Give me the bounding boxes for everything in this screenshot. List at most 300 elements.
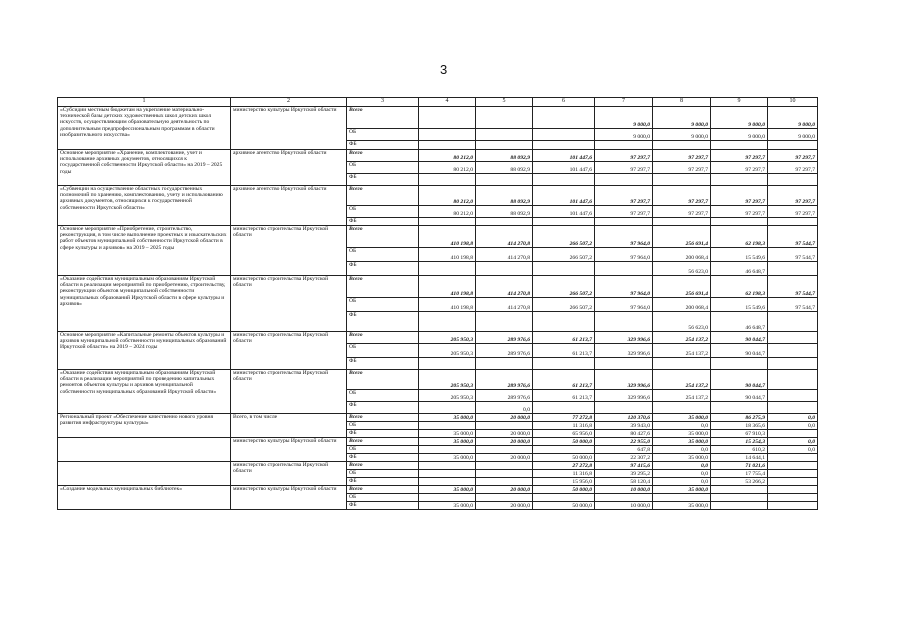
amount-cell: 90 044,7	[711, 390, 768, 402]
amount-cell: 256 691,4	[653, 226, 711, 248]
amount-cell	[595, 174, 653, 186]
header-cell: 6	[533, 98, 595, 107]
amount-cell	[595, 494, 653, 502]
amount-cell: 647,8	[595, 446, 653, 454]
amount-cell: 205 950,3	[419, 332, 476, 344]
activity-name: Основное мероприятие «Хранение, комплектование, учет и использование архивных документов, относящихся к государственной собственности Иркутской области» на 2019 – 2025 годы	[58, 150, 231, 186]
amount-cell: 205 950,3	[419, 370, 476, 390]
amount-cell	[533, 358, 595, 370]
amount-cell: 80 212,0	[419, 186, 476, 206]
amount-cell: 80 212,0	[419, 150, 476, 162]
table-row	[58, 414, 818, 422]
funding-source: ФБ	[347, 454, 419, 462]
amount-cell: 35 000,0	[419, 486, 476, 494]
table-row	[58, 107, 818, 129]
amount-cell: 254 137,2	[653, 344, 711, 358]
amount-cell: 97 297,7	[653, 150, 711, 162]
amount-cell	[768, 344, 818, 358]
table-row	[58, 462, 818, 470]
header-cell: 3	[347, 98, 419, 107]
amount-cell	[711, 218, 768, 226]
executor-name: министерство строительства Иркутской области	[231, 332, 347, 370]
amount-cell: 20 000,0	[476, 414, 533, 422]
amount-cell: 0,0	[653, 422, 711, 430]
table-row	[58, 370, 818, 390]
amount-cell: 11 316,8	[533, 422, 595, 430]
amount-cell: 329 996,6	[595, 332, 653, 344]
amount-cell: 77 272,8	[533, 414, 595, 422]
amount-cell: 0,0	[768, 422, 818, 430]
funding-source: Всего	[347, 462, 419, 470]
activity-name	[58, 438, 231, 462]
header-cell: 10	[768, 98, 818, 107]
amount-cell: 0,0	[768, 438, 818, 446]
amount-cell	[476, 422, 533, 430]
funding-source: Всего	[347, 370, 419, 390]
amount-cell: 414 270,8	[476, 248, 533, 262]
amount-cell: 46 648,7	[711, 262, 768, 276]
funding-source: ОБ	[347, 446, 419, 454]
amount-cell	[653, 141, 711, 150]
page-number: 3	[440, 62, 448, 77]
amount-cell	[419, 470, 476, 478]
amount-cell	[533, 141, 595, 150]
amount-cell: 15 254,3	[711, 438, 768, 446]
amount-cell: 67 910,3	[711, 430, 768, 438]
amount-cell: 58 120,4	[595, 478, 653, 486]
amount-cell	[768, 174, 818, 186]
amount-cell	[476, 262, 533, 276]
amount-cell: 9 000,0	[595, 107, 653, 129]
amount-cell: 88 092,9	[476, 186, 533, 206]
amount-cell: 9 000,0	[653, 129, 711, 141]
activity-name: Региональный проект «Обеспечение качественно нового уровня развития инфраструктуры культуры»	[58, 414, 231, 438]
amount-cell	[476, 129, 533, 141]
amount-cell	[476, 446, 533, 454]
amount-cell: 97 964,0	[595, 298, 653, 312]
amount-cell: 17 755,4	[711, 470, 768, 478]
amount-cell	[419, 129, 476, 141]
amount-cell: 20 000,0	[476, 486, 533, 494]
amount-cell: 97 964,0	[595, 248, 653, 262]
funding-source: ОБ	[347, 494, 419, 502]
funding-source: ФБ	[347, 262, 419, 276]
amount-cell: 35 000,0	[653, 414, 711, 422]
amount-cell	[768, 370, 818, 390]
amount-cell: 90 044,7	[711, 332, 768, 344]
amount-cell	[419, 358, 476, 370]
amount-cell: 20 000,0	[476, 430, 533, 438]
amount-cell: 9 000,0	[595, 129, 653, 141]
executor-name: архивное агентство Иркутской области	[231, 150, 347, 186]
amount-cell: 410 198,8	[419, 248, 476, 262]
amount-cell	[768, 358, 818, 370]
amount-cell	[768, 262, 818, 276]
amount-cell: 50 000,0	[533, 438, 595, 446]
amount-cell	[533, 129, 595, 141]
amount-cell: 414 270,8	[476, 276, 533, 298]
amount-cell: 414 270,8	[476, 298, 533, 312]
amount-cell: 410 198,8	[419, 226, 476, 248]
amount-cell: 80 212,0	[419, 206, 476, 218]
amount-cell: 0,0	[653, 462, 711, 470]
funding-source: ФБ	[347, 402, 419, 414]
amount-cell: 10 000,0	[595, 502, 653, 510]
amount-cell: 329 996,6	[595, 390, 653, 402]
amount-cell: 256 691,4	[653, 276, 711, 298]
amount-cell	[476, 107, 533, 129]
amount-cell	[653, 174, 711, 186]
executor-name: архивное агентство Иркутской области	[231, 186, 347, 226]
amount-cell: 11 316,8	[533, 470, 595, 478]
header-cell: 7	[595, 98, 653, 107]
amount-cell: 53 266,2	[711, 478, 768, 486]
amount-cell: 35 000,0	[419, 414, 476, 422]
amount-cell: 62 198,3	[711, 276, 768, 298]
amount-cell: 101 447,6	[533, 150, 595, 162]
amount-cell	[419, 262, 476, 276]
header-cell: 5	[476, 98, 533, 107]
amount-cell: 20 000,0	[476, 502, 533, 510]
amount-cell: 14 644,1	[711, 454, 768, 462]
amount-cell: 254 137,2	[653, 332, 711, 344]
amount-cell: 97 297,7	[768, 150, 818, 162]
amount-cell	[476, 470, 533, 478]
amount-cell: 80 427,6	[595, 430, 653, 438]
amount-cell	[419, 141, 476, 150]
amount-cell: 266 507,2	[533, 248, 595, 262]
amount-cell: 35 000,0	[653, 438, 711, 446]
amount-cell: 0,0	[653, 478, 711, 486]
amount-cell	[476, 462, 533, 470]
amount-cell	[419, 494, 476, 502]
amount-cell	[476, 494, 533, 502]
amount-cell: 97 297,7	[595, 162, 653, 174]
amount-cell: 22 307,2	[595, 454, 653, 462]
amount-cell	[533, 262, 595, 276]
amount-cell: 329 996,6	[595, 370, 653, 390]
amount-cell: 97 415,6	[595, 462, 653, 470]
amount-cell	[533, 402, 595, 414]
amount-cell	[768, 494, 818, 502]
amount-cell: 9 000,0	[653, 107, 711, 129]
amount-cell: 15 956,0	[533, 478, 595, 486]
amount-cell	[419, 446, 476, 454]
amount-cell	[711, 494, 768, 502]
amount-cell: 610,2	[711, 446, 768, 454]
amount-cell: 39 943,0	[595, 422, 653, 430]
amount-cell: 9 000,0	[768, 107, 818, 129]
amount-cell: 88 092,9	[476, 162, 533, 174]
amount-cell: 97 964,0	[595, 226, 653, 248]
amount-cell: 46 648,7	[711, 312, 768, 332]
amount-cell: 329 996,6	[595, 344, 653, 358]
amount-cell: 56 623,0	[653, 312, 711, 332]
funding-source: Всего	[347, 186, 419, 206]
amount-cell: 266 507,2	[533, 226, 595, 248]
funding-source: ФБ	[347, 478, 419, 486]
amount-cell	[768, 218, 818, 226]
executor-name: министерство строительства Иркутской области	[231, 226, 347, 276]
amount-cell: 0,0	[768, 414, 818, 422]
amount-cell	[476, 358, 533, 370]
amount-cell	[768, 141, 818, 150]
amount-cell: 97 297,7	[711, 206, 768, 218]
funding-source: ФБ	[347, 430, 419, 438]
amount-cell: 35 000,0	[419, 430, 476, 438]
amount-cell: 50 000,0	[533, 486, 595, 494]
table-row	[58, 332, 818, 344]
amount-cell: 266 507,2	[533, 298, 595, 312]
amount-cell	[419, 312, 476, 332]
executor-name: министерство строительства Иркутской области	[231, 462, 347, 486]
amount-cell: 97 544,7	[768, 298, 818, 312]
amount-cell: 101 447,6	[533, 162, 595, 174]
amount-cell: 18 365,6	[711, 422, 768, 430]
amount-cell	[711, 502, 768, 510]
amount-cell: 97 544,7	[768, 248, 818, 262]
table-row	[58, 486, 818, 494]
amount-cell: 205 950,3	[419, 344, 476, 358]
amount-cell	[595, 312, 653, 332]
amount-cell	[711, 141, 768, 150]
amount-cell: 97 297,7	[711, 186, 768, 206]
amount-cell	[419, 478, 476, 486]
amount-cell: 61 213,7	[533, 344, 595, 358]
amount-cell: 289 976,6	[476, 370, 533, 390]
amount-cell: 205 950,3	[419, 390, 476, 402]
header-cell: 1	[58, 98, 231, 107]
activity-name: «Субвенции на осуществление областных государственных полномочий по хранению, комплектованию, учету и использованию архивных документов, относящихся к государственной собственности Иркутской области»	[58, 186, 231, 226]
amount-cell: 97 964,0	[595, 276, 653, 298]
amount-cell	[533, 446, 595, 454]
amount-cell: 15 549,6	[711, 248, 768, 262]
amount-cell: 0,0	[768, 446, 818, 454]
amount-cell: 50 000,0	[533, 454, 595, 462]
amount-cell: 254 137,2	[653, 390, 711, 402]
amount-cell: 0,0	[653, 470, 711, 478]
amount-cell: 9 000,0	[768, 129, 818, 141]
funding-source: Всего	[347, 414, 419, 422]
amount-cell	[595, 358, 653, 370]
amount-cell: 61 213,7	[533, 332, 595, 344]
funding-source: Всего	[347, 226, 419, 248]
activity-name: «Создание модельных муниципальных библиотек»	[58, 486, 231, 510]
amount-cell	[419, 218, 476, 226]
amount-cell	[768, 502, 818, 510]
funding-source: ФБ	[347, 218, 419, 226]
amount-cell: 97 544,7	[768, 226, 818, 248]
amount-cell	[768, 390, 818, 402]
amount-cell	[533, 107, 595, 129]
amount-cell: 97 297,7	[711, 150, 768, 162]
header-cell: 4	[419, 98, 476, 107]
amount-cell	[595, 262, 653, 276]
funding-source: ОБ	[347, 422, 419, 430]
amount-cell: 97 297,7	[768, 206, 818, 218]
amount-cell: 9 000,0	[711, 107, 768, 129]
executor-name: министерство строительства Иркутской области	[231, 276, 347, 332]
amount-cell: 35 000,0	[653, 502, 711, 510]
amount-cell: 9 000,0	[711, 129, 768, 141]
funding-source: ФБ	[347, 312, 419, 332]
funding-source: Всего	[347, 486, 419, 494]
amount-cell: 97 297,7	[653, 186, 711, 206]
amount-cell: 88 092,9	[476, 206, 533, 218]
amount-cell: 97 297,7	[595, 186, 653, 206]
amount-cell	[653, 494, 711, 502]
amount-cell: 266 507,2	[533, 276, 595, 298]
funding-source: ОБ	[347, 248, 419, 262]
funding-source: ОБ	[347, 162, 419, 174]
amount-cell	[768, 486, 818, 494]
funding-source: Всего	[347, 438, 419, 446]
amount-cell	[711, 174, 768, 186]
amount-cell: 120 370,6	[595, 414, 653, 422]
amount-cell: 20 000,0	[476, 454, 533, 462]
amount-cell	[533, 174, 595, 186]
funding-source: ФБ	[347, 502, 419, 510]
amount-cell	[419, 422, 476, 430]
activity-name: «Оказание содействия муниципальным образованиям Иркутской области в реализации мероприятий по приобретению, строительству, реконструкции объектов муниципальной собственности муниципальных образований Иркутской области в сфере культуры и архивов»	[58, 276, 231, 332]
amount-cell: 35 000,0	[653, 430, 711, 438]
funding-source: ОБ	[347, 470, 419, 478]
amount-cell	[768, 462, 818, 470]
amount-cell: 414 270,8	[476, 226, 533, 248]
amount-cell: 27 272,8	[533, 462, 595, 470]
amount-cell: 200 068,4	[653, 298, 711, 312]
funding-source: ОБ	[347, 129, 419, 141]
amount-cell	[595, 141, 653, 150]
amount-cell: 35 000,0	[653, 454, 711, 462]
amount-cell	[653, 402, 711, 414]
amount-cell	[476, 218, 533, 226]
amount-cell	[533, 494, 595, 502]
amount-cell: 80 212,0	[419, 162, 476, 174]
amount-cell	[476, 478, 533, 486]
amount-cell: 101 447,6	[533, 186, 595, 206]
amount-cell: 39 295,2	[595, 470, 653, 478]
activity-name	[58, 462, 231, 486]
amount-cell: 20 000,0	[476, 438, 533, 446]
amount-cell: 97 297,7	[768, 186, 818, 206]
amount-cell: 254 137,2	[653, 370, 711, 390]
executor-name: министерство строительства Иркутской области	[231, 370, 347, 414]
amount-cell	[768, 312, 818, 332]
amount-cell: 15 549,6	[711, 298, 768, 312]
executor-name: министерство культуры Иркутской области	[231, 438, 347, 462]
amount-cell	[711, 486, 768, 494]
amount-cell: 61 213,7	[533, 370, 595, 390]
amount-cell	[419, 462, 476, 470]
amount-cell: 35 000,0	[419, 438, 476, 446]
funding-source: ОБ	[347, 298, 419, 312]
amount-cell: 410 198,8	[419, 276, 476, 298]
amount-cell: 50 000,0	[533, 502, 595, 510]
activity-name: Основное мероприятие «Капитальные ремонты объектов культуры и архивов муниципальной собственности муниципальных образований Иркутской области» на 2019 – 2024 годы	[58, 332, 231, 370]
amount-cell: 10 000,0	[595, 486, 653, 494]
amount-cell: 90 044,7	[711, 344, 768, 358]
amount-cell	[419, 174, 476, 186]
amount-cell	[768, 430, 818, 438]
amount-cell: 62 198,3	[711, 226, 768, 248]
amount-cell	[533, 312, 595, 332]
amount-cell	[768, 470, 818, 478]
activity-name: «Субсидии местным бюджетам на укрепление материально-технической базы детских художественных школ детских школ искусств, осуществляющим образовательную деятельность по дополнительным предпрофессиональным программам в области изобразительного искусства»	[58, 107, 231, 150]
amount-cell: 61 213,7	[533, 390, 595, 402]
amount-cell: 0,0	[476, 402, 533, 414]
table-row	[58, 150, 818, 162]
amount-cell: 97 297,7	[595, 150, 653, 162]
funding-source: ОБ	[347, 390, 419, 402]
budget-table	[57, 97, 818, 510]
activity-name: «Оказание содействия муниципальным образованиям Иркутской области в реализации мероприятий по проведению капитальных ремонтов объектов культуры и архивов муниципальной собственности муниципальных образований Иркутской области»	[58, 370, 231, 414]
amount-cell	[768, 402, 818, 414]
amount-cell: 35 000,0	[653, 486, 711, 494]
amount-cell	[476, 141, 533, 150]
executor-name: Всего, в том числе	[231, 414, 347, 438]
header-row	[58, 98, 818, 107]
amount-cell: 35 000,0	[419, 454, 476, 462]
amount-cell	[653, 358, 711, 370]
activity-name: Основное мероприятие «Приобретение, строительство, реконструкция, в том числе выполнение проектных и изыскательских работ объектов муниципальной собственности Иркутской области в сфере культуры и архивов» на 2019 – 2025 годы	[58, 226, 231, 276]
funding-source: ОБ	[347, 344, 419, 358]
amount-cell: 97 297,7	[653, 206, 711, 218]
amount-cell: 410 198,8	[419, 298, 476, 312]
header-cell: 8	[653, 98, 711, 107]
amount-cell: 88 092,9	[476, 150, 533, 162]
funding-source: Всего	[347, 107, 419, 129]
amount-cell: 0,0	[653, 446, 711, 454]
amount-cell: 200 068,4	[653, 248, 711, 262]
amount-cell	[768, 454, 818, 462]
amount-cell: 289 976,6	[476, 344, 533, 358]
amount-cell	[419, 107, 476, 129]
amount-cell	[476, 312, 533, 332]
table-row	[58, 438, 818, 446]
amount-cell: 289 976,6	[476, 332, 533, 344]
amount-cell: 35 000,0	[419, 502, 476, 510]
amount-cell: 97 297,7	[595, 206, 653, 218]
funding-source: Всего	[347, 150, 419, 162]
amount-cell	[768, 478, 818, 486]
header-cell: 2	[231, 98, 347, 107]
amount-cell	[595, 218, 653, 226]
amount-cell: 289 976,6	[476, 390, 533, 402]
table-row	[58, 276, 818, 298]
amount-cell: 86 275,9	[711, 414, 768, 422]
amount-cell: 56 623,0	[653, 262, 711, 276]
funding-source: Всего	[347, 332, 419, 344]
amount-cell: 97 297,7	[653, 162, 711, 174]
amount-cell: 71 021,6	[711, 462, 768, 470]
amount-cell	[653, 218, 711, 226]
amount-cell: 101 447,6	[533, 206, 595, 218]
funding-source: Всего	[347, 276, 419, 298]
funding-source: ФБ	[347, 174, 419, 186]
funding-source: ОБ	[347, 206, 419, 218]
amount-cell	[711, 402, 768, 414]
funding-source: ФБ	[347, 141, 419, 150]
table-row	[58, 186, 818, 206]
amount-cell: 97 544,7	[768, 276, 818, 298]
amount-cell: 90 044,7	[711, 370, 768, 390]
amount-cell	[711, 358, 768, 370]
amount-cell: 65 956,0	[533, 430, 595, 438]
funding-source: ФБ	[347, 358, 419, 370]
header-cell: 9	[711, 98, 768, 107]
table-row	[58, 226, 818, 248]
